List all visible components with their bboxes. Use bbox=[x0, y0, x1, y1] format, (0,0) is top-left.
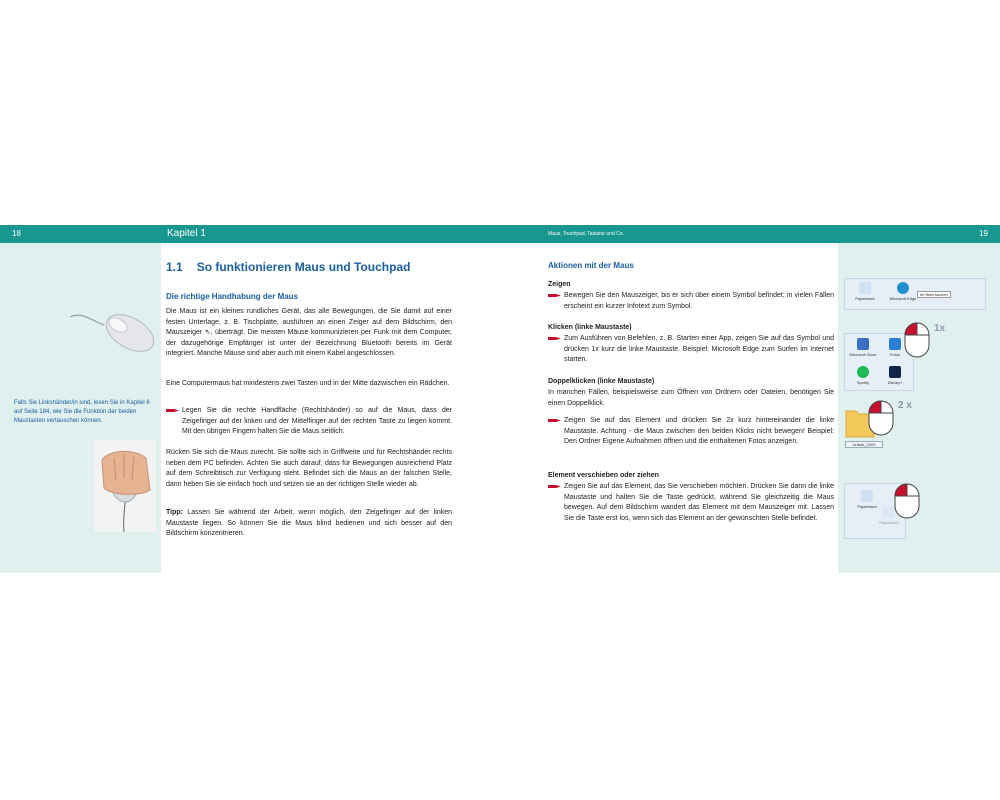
heading-verschieben: Element verschieben oder ziehen bbox=[548, 472, 659, 479]
heading-klicken: Klicken (linke Maustaste) bbox=[548, 324, 632, 331]
section-title: So funktionieren Maus und Touchpad bbox=[196, 260, 411, 274]
bullet-zeigen bbox=[548, 291, 834, 312]
recycle-bin-tile-drag: Papierkorb bbox=[853, 490, 881, 509]
edge-tile: Microsoft Edge bbox=[889, 282, 917, 301]
bullet-zeigen-text: Bewegen Sie den Mauszeiger, bis er sich über einem Symbol befindet; in vielen Fällen erscheint ein kurzer Infotext zum Symbol. bbox=[564, 292, 834, 310]
pointing-hand-icon bbox=[166, 407, 179, 414]
hand-on-mouse-photo bbox=[94, 440, 156, 532]
tip-label: Tipp: bbox=[166, 509, 183, 516]
paragraph-doppelklick-intro: In manchen Fällen, beispielsweise zum Öffnen von Ordnern oder Dateien, benötigen Sie einen Doppelklick. bbox=[548, 389, 834, 407]
spotify-tile: Spotify bbox=[848, 366, 878, 385]
store-tile: Microsoft Store bbox=[848, 338, 878, 357]
paragraph-tipp bbox=[166, 508, 452, 540]
photos-tile: Fotos bbox=[881, 338, 909, 357]
edge-icon bbox=[897, 282, 909, 294]
recycle-bin-icon bbox=[861, 490, 873, 502]
bullet-doppelklicken-text: Zeigen Sie auf das Element und drücken Sie 2x kurz hintereinander die linke Maustaste. Achtung - die Maus zwischen den beiden Klicks nicht bewegen! Beispiel: Den Ordner Eigene Aufnahmen öffnen und die enthaltenen Fotos anzeigen. bbox=[564, 417, 834, 445]
spotify-icon bbox=[857, 366, 869, 378]
paragraph-zurechtruecken: Rücken Sie sich die Maus zurecht. Sie sollte sich in Griffweite und für Rechtshänder rechts neben dem PC befinden. Achten Sie auch darauf, dass für Bewegungen ausreichend Platz auf dem Schreibtisch zur Verfügung steht. Befindet sich die Maus an der falschen Stelle, dann heben Sie sie einfach hoch und setzen sie an der richtigen Stelle wieder ab. bbox=[166, 449, 452, 488]
screenshot-zeigen bbox=[844, 278, 986, 310]
recycle-bin-tile: Papierkorb bbox=[853, 282, 877, 301]
heading-doppelklicken: Doppelklicken (linke Maustaste) bbox=[548, 378, 655, 385]
pointing-hand-icon bbox=[548, 335, 561, 342]
double-click-mouse-icon bbox=[868, 400, 894, 436]
tooltip: Im Web suchen bbox=[917, 291, 951, 298]
paragraph-tasten: Eine Computermaus hat mindestens zwei Tasten und in der Mitte dazwischen ein Rädchen. bbox=[166, 380, 450, 387]
left-click-mouse-icon bbox=[904, 322, 930, 358]
chapter-title: Kapitel 1 bbox=[167, 228, 206, 239]
paragraph-maus-intro: Die Maus ist ein kleines rundliches Gerät, das alle Bewegungen, die Sie damit auf einer festen Unterlage, z. B. Tischplatte, ausführen an einen Zeiger auf dem Bildschirm, den Mauszeiger ⇖, überträgt. Die meisten Mäuse kommunizieren per Funk mit dem Computer, der dazugehörige Empfänger ist unter der Bezeichnung Bluetooth bereits im Gerät integriert. Manche Mäuse sind aber auch mit einem Kabel angeschlossen. bbox=[166, 308, 452, 357]
disney-tile: Disney+ bbox=[881, 366, 909, 385]
bullet-verschieben-text: Zeigen Sie auf das Element, das Sie verschieben möchten. Drücken Sie dann die linke Maustaste und halten Sie die Taste gedrückt, während Sie gleichzeitig die Maus bewegen. Auf dem Bildschirm wandert das Element mit dem Mauszeiger mit. Lassen Sie die Taste erst los, wenn sich das Element an der gewünschten Stelle befindet. bbox=[564, 483, 834, 522]
drag-mouse-icon bbox=[894, 483, 920, 519]
pointing-hand-icon bbox=[548, 483, 561, 490]
folder-label: Urlaub_2023 bbox=[845, 441, 883, 448]
heading-aktionen: Aktionen mit der Maus bbox=[548, 261, 634, 270]
left-sidebar-note: Falls Sie Linkshänder/in sind, lesen Sie in Kapitel 6 auf Seite 184, wie Sie die Funktion der beiden Maustasten vertauschen können. bbox=[14, 400, 150, 424]
disney-icon bbox=[889, 366, 901, 378]
section-number: 1.1 bbox=[166, 260, 183, 274]
photos-icon bbox=[889, 338, 901, 350]
recycle-bin-ghost: Papierkorb bbox=[875, 506, 903, 525]
tip-text: Lassen Sie während der Arbeit, wenn möglich, den Zeigefinger auf der linken Maustaste liegen. So können Sie die Maus blind bedienen und sich besser auf den Bildschirm konzentrieren. bbox=[166, 509, 452, 537]
bullet-doppelklicken bbox=[548, 416, 834, 448]
pointing-hand-icon bbox=[548, 417, 561, 424]
section-heading bbox=[166, 260, 410, 274]
running-title: Maus, Touchpad, Tastatur und Co. bbox=[548, 231, 624, 237]
store-icon bbox=[857, 338, 869, 350]
header-band bbox=[0, 225, 1000, 243]
bullet-klicken-text: Zum Ausführen von Befehlen, z. B. Starten einer App, zeigen Sie auf das Symbol und drücken 1x kurz die linke Maustaste. Beispiel: Microsoft Edge zum Surfen im Internet starten. bbox=[564, 335, 834, 363]
pointing-hand-icon bbox=[548, 292, 561, 299]
mouse-photo bbox=[70, 305, 160, 365]
heading-zeigen: Zeigen bbox=[548, 281, 571, 288]
click-count-1x: 1x bbox=[934, 323, 946, 334]
click-count-2x: 2 x bbox=[898, 400, 912, 411]
page-number-left: 18 bbox=[12, 229, 21, 238]
bullet-klicken bbox=[548, 334, 834, 366]
bullet-verschieben bbox=[548, 482, 834, 524]
recycle-bin-icon bbox=[859, 282, 871, 294]
bullet-handflaeche bbox=[166, 406, 452, 438]
bullet-handflaeche-text: Legen Sie die rechte Handfläche (Rechtshänder) so auf die Maus, dass der Zeigefinger auf der linken und der Mittelfinger auf der rechten Taste zu liegen kommt. Mit den übrigen Fingern halten Sie die Maus seitlich. bbox=[182, 407, 452, 435]
page-number-right: 19 bbox=[979, 229, 988, 238]
sub-heading-handhabung: Die richtige Handhabung der Maus bbox=[166, 292, 299, 301]
